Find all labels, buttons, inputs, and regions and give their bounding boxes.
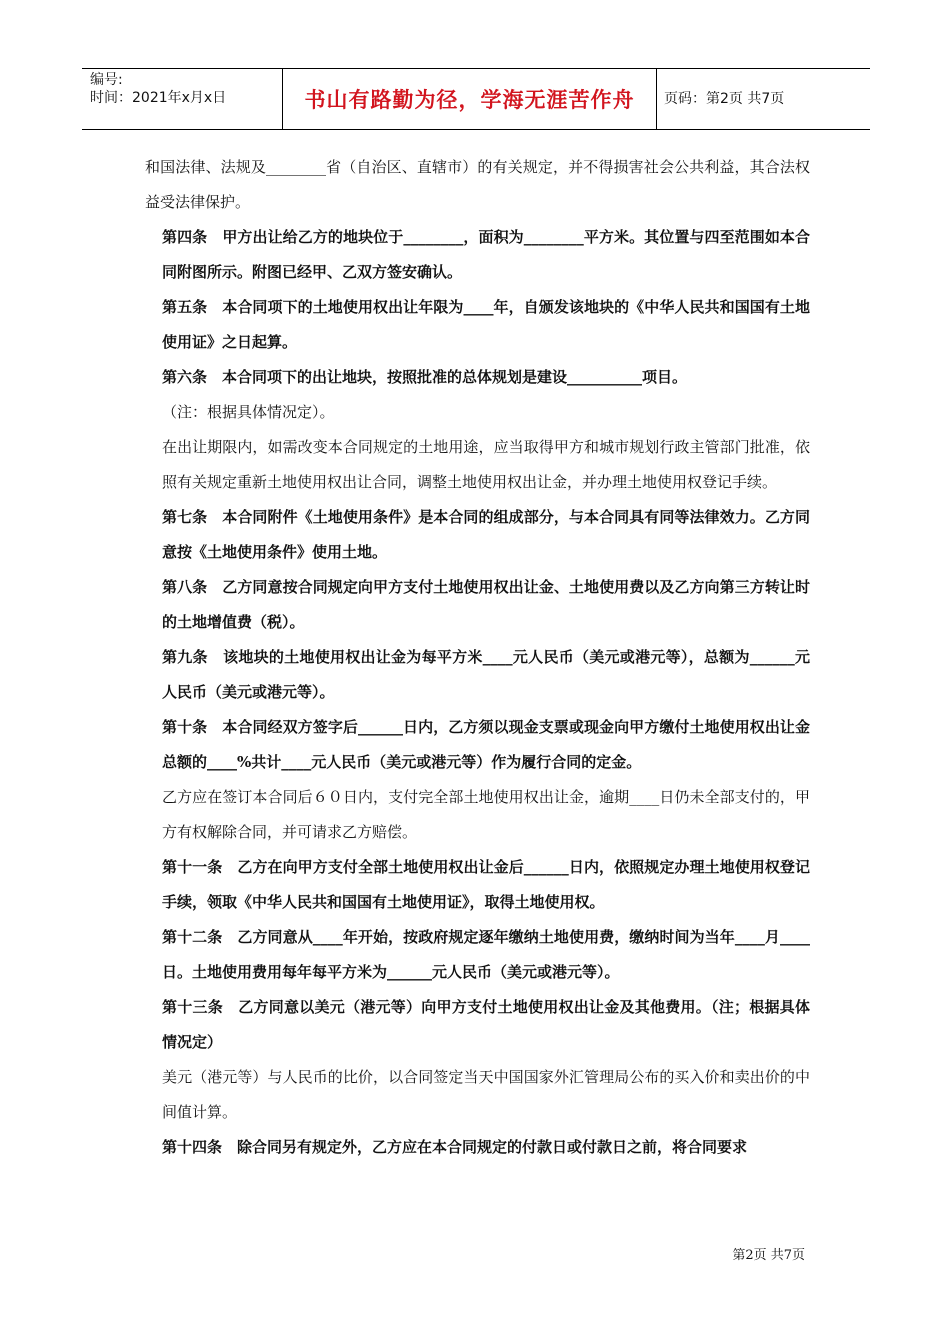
contract-paragraph: 第十四条 除合同另有规定外，乙方应在本合同规定的付款日或付款日之前，将合同要求 — [162, 1138, 748, 1156]
contract-body — [145, 150, 810, 1165]
contract-paragraph: 在出让期限内，如需改变本合同规定的土地用途，应当取得甲方和城市规划行政主管部门批准，依照有关规定重新土地使用权出让合同，调整土地使用权出让金，并办理土地使用权登记手续。 — [162, 438, 810, 491]
contract-paragraph: 第五条 本合同项下的土地使用权出让年限为____年，自颁发该地块的《中华人民共和国国有土地使用证》之日起算。 — [162, 298, 810, 351]
motto-text: 书山有路勤为径，学海无涯苦作舟 — [304, 88, 635, 112]
contract-paragraph: 第八条 乙方同意按合同规定向甲方支付土地使用权出让金、土地使用费以及乙方向第三方转让时的土地增值费（税）。 — [162, 578, 810, 631]
contract-paragraph: 第十一条 乙方在向甲方支付全部土地使用权出让金后______日内，依照规定办理土地使用权登记手续，领取《中华人民共和国国有土地使用证》，取得土地使用权。 — [162, 858, 810, 911]
header-page-info: 页码：第2页 共7页 — [664, 91, 785, 107]
document-time-label: 时间：2021年x月x日 — [90, 90, 227, 106]
footer-page-number: 第2页 共7页 — [732, 1248, 805, 1263]
header-left-cell — [82, 69, 282, 129]
page-footer — [732, 1244, 805, 1263]
contract-paragraph: 第九条 该地块的土地使用权出让金为每平方米____元人民币（美元或港元等），总额为______元人民币（美元或港元等）。 — [162, 648, 810, 701]
document-number-label: 编号: — [90, 72, 123, 88]
contract-paragraph: 第十三条 乙方同意以美元（港元等）向甲方支付土地使用权出让金及其他费用。（注；根据具体情况定） — [162, 998, 810, 1051]
contract-paragraph: 乙方应在签订本合同后６０日内，支付完全部土地使用权出让金，逾期____日仍未全部支付的，甲方有权解除合同，并可请求乙方赔偿。 — [162, 788, 810, 841]
contract-paragraph: 美元（港元等）与人民币的比价，以合同签定当天中国国家外汇管理局公布的买入价和卖出价的中间值计算。 — [162, 1068, 810, 1121]
header-motto-cell — [282, 69, 657, 129]
contract-paragraph: （注：根据具体情况定）。 — [162, 403, 335, 421]
page-header — [82, 68, 870, 130]
contract-paragraph: 第十条 本合同经双方签字后______日内，乙方须以现金支票或现金向甲方缴付土地使用权出让金总额的____%共计____元人民币（美元或港元等）作为履行合同的定金。 — [162, 718, 810, 771]
contract-paragraph: 第七条 本合同附件《土地使用条件》是本合同的组成部分，与本合同具有同等法律效力。乙方同意按《土地使用条件》使用土地。 — [162, 508, 810, 561]
contract-paragraph: 第四条 甲方出让给乙方的地块位于________，面积为________平方米。其位置与四至范围如本合同附图所示。附图已经甲、乙双方签安确认。 — [162, 228, 810, 281]
contract-paragraph: 第十二条 乙方同意从____年开始，按政府规定逐年缴纳土地使用费，缴纳时间为当年____月____日。土地使用费用每年每平方米为______元人民币（美元或港元等）。 — [162, 928, 810, 981]
contract-paragraph: 和国法律、法规及________省（自治区、直辖市）的有关规定，并不得损害社会公共利益，其合法权益受法律保护。 — [145, 158, 810, 211]
contract-paragraph: 第六条 本合同项下的出让地块，按照批准的总体规划是建设__________项目。 — [162, 368, 688, 386]
header-page-cell — [656, 69, 878, 129]
